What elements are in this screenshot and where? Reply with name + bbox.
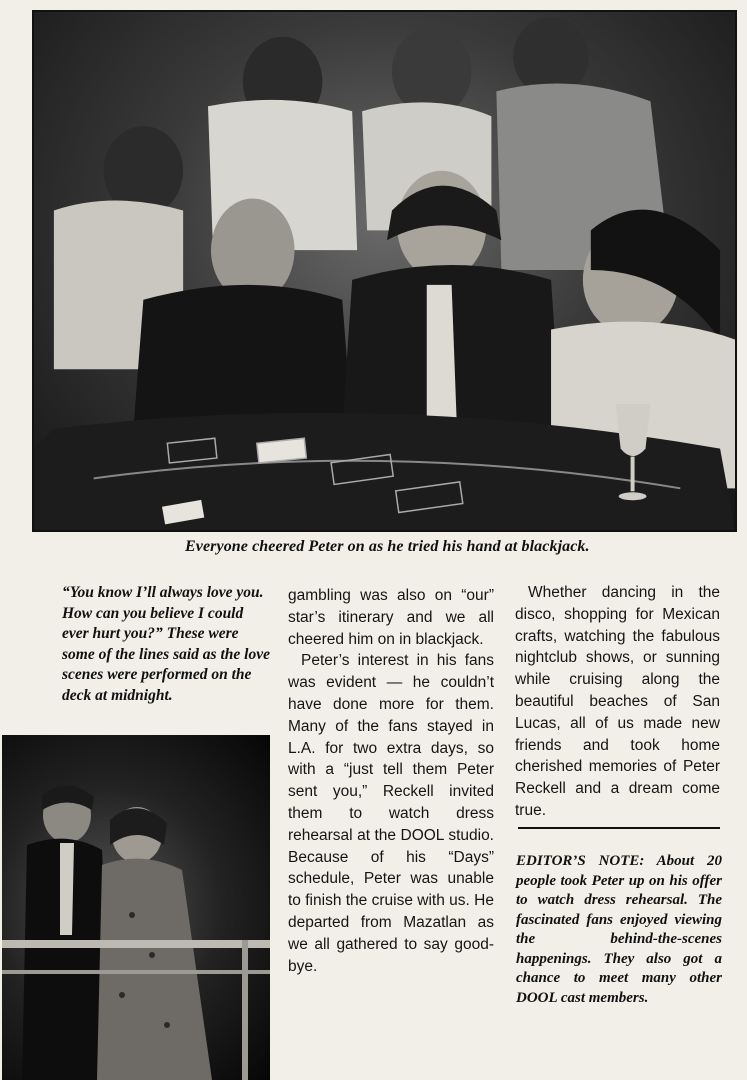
article-paragraph: gambling was also on “our” star’s itinerary and we all cheered him on in blackjack. bbox=[288, 587, 494, 648]
article-paragraph: Peter’s interest in his fans was evident — he couldn’t have done more for them. Many of the fans stayed in L.A. for two extra days, so with a “just tell them Peter sent you,” Reckell invited them to watch dress rehearsal at the DOOL studio. Because of his “Days” schedule, Peter was unable to finish the cruise with us. He departed from Mazatlan as we all gathered to say good-bye. bbox=[288, 652, 494, 975]
divider-rule bbox=[518, 827, 720, 829]
dancing-couple-photo bbox=[2, 735, 270, 1080]
photo-caption: Everyone cheered Peter on as he tried his hand at blackjack. bbox=[185, 538, 590, 555]
editors-note: EDITOR’S NOTE: About 20 people took Peter up on his offer to watch dress rehearsal. The fascinated fans enjoyed viewing the behind-the-scenes happenings. They also got a chance to meet many other DOOL cast members. bbox=[516, 853, 722, 1006]
photo-quote-caption: “You know I’ll always love you. How can you believe I could ever hurt you?” These were some of the lines said as the love scenes were performed on the deck at midnight. bbox=[62, 584, 270, 704]
casino-photo-drawing bbox=[34, 12, 735, 530]
casino-blackjack-photo bbox=[32, 10, 737, 532]
dance-photo-drawing bbox=[2, 735, 270, 1080]
article-column-right bbox=[515, 582, 720, 822]
article-paragraph: Whether dancing in the disco, shopping for Mexican crafts, watching the fabulous nightclub shows, or sunning while cruising along the beautiful beaches of San Lucas, all of us made new friends and took home cherished memories of Peter Reckell and a dream come true. bbox=[515, 584, 720, 819]
article-column-middle bbox=[288, 585, 494, 977]
